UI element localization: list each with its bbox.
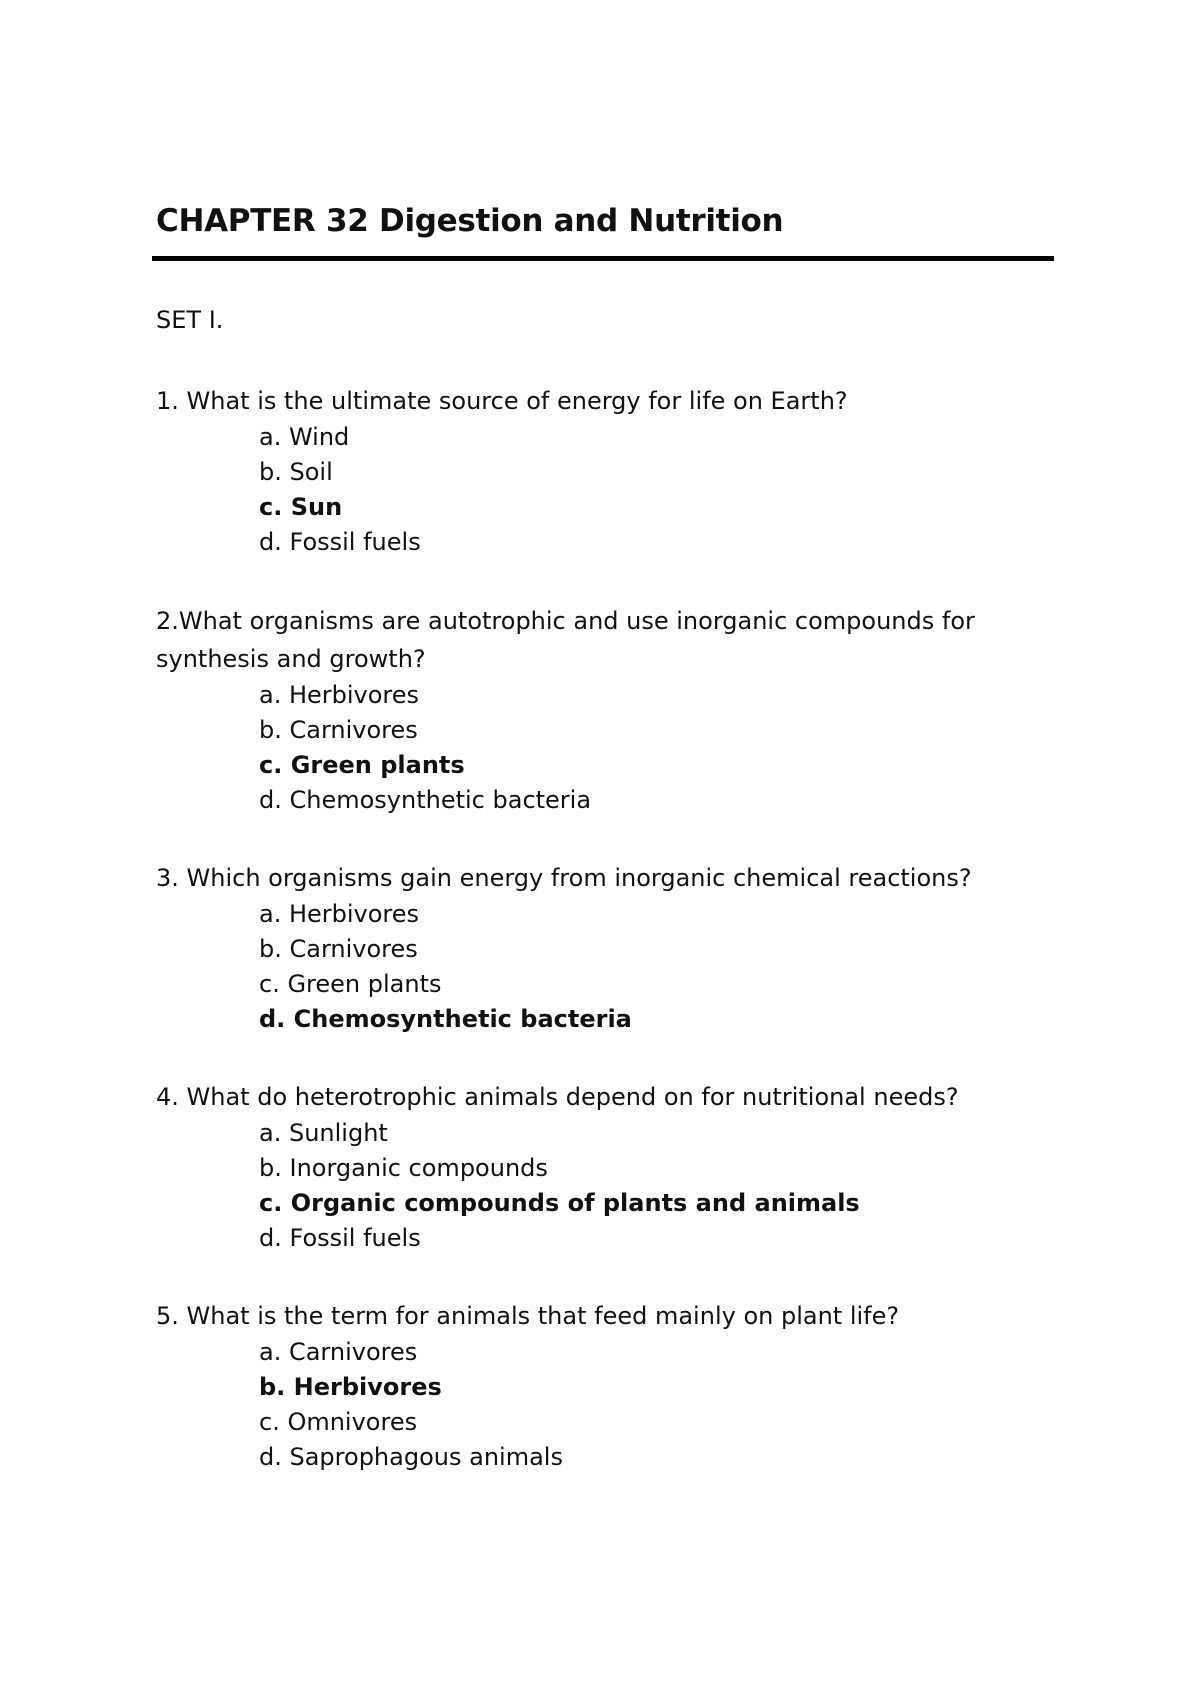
option-list [156,1335,1056,1475]
option-d: d. Fossil fuels [259,1224,421,1252]
option-b: b. Carnivores [259,935,418,963]
question-text: 1. What is the ultimate source of energy for life on Earth? [156,387,848,415]
option-c-correct-answer: c. Organic compounds of plants and animals [259,1189,860,1217]
option-a: a. Herbivores [259,681,420,709]
option-c-correct-answer: c. Green plants [259,751,465,779]
question-1 [156,382,1056,560]
set-label: SET I. [156,306,224,334]
option-d: d. Fossil fuels [259,528,421,556]
question-5 [156,1297,1056,1475]
option-d-correct-answer: d. Chemosynthetic bacteria [259,1005,632,1033]
title-divider [152,256,1054,261]
question-3 [156,859,1056,1037]
option-c-correct-answer: c. Sun [259,493,343,521]
option-a: a. Herbivores [259,900,420,928]
option-d: d. Saprophagous animals [259,1443,563,1471]
option-list [156,1116,1056,1256]
option-d: d. Chemosynthetic bacteria [259,786,592,814]
option-list [156,897,1056,1037]
option-b-correct-answer: b. Herbivores [259,1373,442,1401]
question-2 [156,602,1056,818]
option-c: c. Green plants [259,970,442,998]
page-title: CHAPTER 32 Digestion and Nutrition [156,203,784,239]
option-c: c. Omnivores [259,1408,418,1436]
question-text: 2.What organisms are autotrophic and use inorganic compounds for synthesis and growth? [156,607,975,673]
question-text: 3. Which organisms gain energy from inorganic chemical reactions? [156,864,972,892]
option-b: b. Carnivores [259,716,418,744]
option-a: a. Carnivores [259,1338,418,1366]
option-list [156,420,1056,560]
question-4 [156,1078,1056,1256]
option-b: b. Inorganic compounds [259,1154,548,1182]
option-b: b. Soil [259,458,333,486]
option-a: a. Wind [259,423,350,451]
question-text: 5. What is the term for animals that feed mainly on plant life? [156,1302,900,1330]
option-list [156,678,1056,818]
option-a: a. Sunlight [259,1119,388,1147]
question-text: 4. What do heterotrophic animals depend on for nutritional needs? [156,1083,959,1111]
